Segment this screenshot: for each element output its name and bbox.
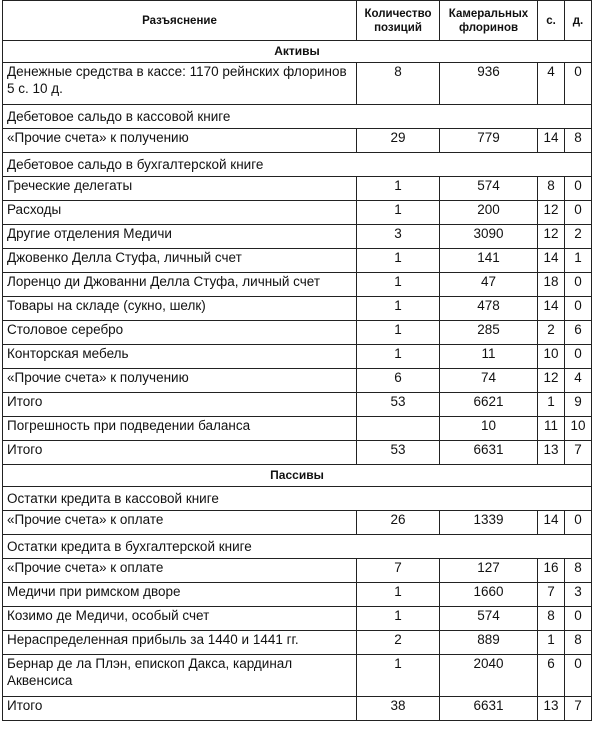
header-soldi: с. [538,1,565,41]
row-description: «Прочие счета» к получению [3,129,357,153]
row-denari: 4 [565,369,592,393]
table-row [3,655,592,697]
row-soldi: 8 [538,607,565,631]
liabilities-section-title: Пассивы [3,465,592,487]
balance-sheet-table [2,0,592,721]
row-denari: 0 [565,607,592,631]
header-count: Количество позиций [357,1,440,41]
row-soldi: 12 [538,201,565,225]
row-count: 26 [357,511,440,535]
subsection-row [3,105,592,129]
assets-section-title: Активы [3,41,592,63]
subsection-title: Остатки кредита в бухгалтерской книге [3,535,592,559]
table-row [3,201,592,225]
row-count: 1 [357,201,440,225]
subsection-title: Остатки кредита в кассовой книге [3,487,592,511]
table-row [3,63,592,105]
row-count: 1 [357,583,440,607]
row-count: 8 [357,63,440,105]
table-row [3,129,592,153]
table-row [3,583,592,607]
row-soldi: 18 [538,273,565,297]
table-row [3,511,592,535]
row-soldi: 13 [538,441,565,465]
table-row [3,607,592,631]
row-soldi: 11 [538,417,565,441]
row-denari: 0 [565,273,592,297]
row-denari: 10 [565,417,592,441]
row-description: Лоренцо ди Джованни Делла Стуфа, личный счет [3,273,357,297]
row-description: Конторская мебель [3,345,357,369]
row-description: Погрешность при подведении баланса [3,417,357,441]
row-florins: 574 [440,177,538,201]
header-denari: д. [565,1,592,41]
row-denari: 8 [565,129,592,153]
row-florins: 47 [440,273,538,297]
row-denari: 0 [565,655,592,697]
row-denari: 7 [565,697,592,721]
row-soldi: 14 [538,297,565,321]
row-denari: 9 [565,393,592,417]
row-soldi: 6 [538,655,565,697]
row-soldi: 1 [538,393,565,417]
row-soldi: 14 [538,511,565,535]
row-soldi: 14 [538,129,565,153]
table-row [3,369,592,393]
row-soldi: 10 [538,345,565,369]
row-denari: 1 [565,249,592,273]
header-row [3,1,592,41]
row-count: 53 [357,393,440,417]
row-count: 1 [357,345,440,369]
row-description: Джовенко Делла Стуфа, личный счет [3,249,357,273]
row-denari: 0 [565,63,592,105]
row-florins: 1339 [440,511,538,535]
row-soldi: 13 [538,697,565,721]
row-florins: 6631 [440,441,538,465]
row-denari: 7 [565,441,592,465]
subsection-row [3,153,592,177]
row-florins: 141 [440,249,538,273]
row-florins: 779 [440,129,538,153]
row-count: 1 [357,249,440,273]
row-florins: 285 [440,321,538,345]
row-soldi: 12 [538,369,565,393]
row-denari: 0 [565,201,592,225]
row-count: 38 [357,697,440,721]
row-denari: 0 [565,511,592,535]
row-count: 1 [357,321,440,345]
row-description: Другие отделения Медичи [3,225,357,249]
table-row [3,249,592,273]
row-florins: 11 [440,345,538,369]
row-denari: 0 [565,345,592,369]
row-soldi: 12 [538,225,565,249]
row-soldi: 4 [538,63,565,105]
row-count: 29 [357,129,440,153]
row-florins: 574 [440,607,538,631]
row-denari: 0 [565,177,592,201]
row-description: Итого [3,393,357,417]
table-row [3,697,592,721]
table-row [3,631,592,655]
row-description: «Прочие счета» к оплате [3,511,357,535]
table-row [3,225,592,249]
row-florins: 936 [440,63,538,105]
row-soldi: 1 [538,631,565,655]
row-description: Денежные средства в кассе: 1170 рейнских флоринов 5 с. 10 д. [3,63,357,105]
row-description: «Прочие счета» к получению [3,369,357,393]
row-denari: 3 [565,583,592,607]
row-denari: 8 [565,631,592,655]
subsection-row [3,535,592,559]
row-count: 2 [357,631,440,655]
row-count: 6 [357,369,440,393]
row-denari: 0 [565,297,592,321]
subsection-row [3,487,592,511]
table-row [3,273,592,297]
row-soldi: 7 [538,583,565,607]
subsection-title: Дебетовое сальдо в кассовой книге [3,105,592,129]
row-florins: 6621 [440,393,538,417]
row-denari: 6 [565,321,592,345]
row-description: Бернар де ла Плэн, епископ Дакса, кардинал Аквенсиса [3,655,357,697]
row-count: 1 [357,655,440,697]
row-description: Итого [3,441,357,465]
table-body [3,41,592,721]
row-description: Столовое серебро [3,321,357,345]
row-soldi: 8 [538,177,565,201]
table-row [3,321,592,345]
row-count: 53 [357,441,440,465]
table-row [3,441,592,465]
row-soldi: 16 [538,559,565,583]
row-florins: 200 [440,201,538,225]
table-row [3,417,592,441]
row-florins: 3090 [440,225,538,249]
row-soldi: 14 [538,249,565,273]
row-description: «Прочие счета» к оплате [3,559,357,583]
row-description: Товары на складе (сукно, шелк) [3,297,357,321]
table-row [3,559,592,583]
row-florins: 1660 [440,583,538,607]
row-count: 1 [357,297,440,321]
row-description: Расходы [3,201,357,225]
row-description: Нераспределенная прибыль за 1440 и 1441 гг. [3,631,357,655]
row-florins: 127 [440,559,538,583]
row-count: 1 [357,607,440,631]
table-row [3,345,592,369]
row-florins: 10 [440,417,538,441]
row-count [357,417,440,441]
row-soldi: 2 [538,321,565,345]
row-description: Медичи при римском дворе [3,583,357,607]
row-count: 1 [357,177,440,201]
subsection-title: Дебетовое сальдо в бухгалтерской книге [3,153,592,177]
table-row [3,297,592,321]
row-florins: 478 [440,297,538,321]
row-description: Козимо де Медичи, особый счет [3,607,357,631]
header-description: Разъяснение [3,1,357,41]
row-description: Греческие делегаты [3,177,357,201]
row-denari: 2 [565,225,592,249]
assets-section-header [3,41,592,63]
table-row [3,393,592,417]
row-florins: 6631 [440,697,538,721]
row-count: 3 [357,225,440,249]
row-description: Итого [3,697,357,721]
row-florins: 2040 [440,655,538,697]
liabilities-section-header [3,465,592,487]
row-florins: 889 [440,631,538,655]
row-florins: 74 [440,369,538,393]
row-count: 1 [357,273,440,297]
header-florins: Камеральных флоринов [440,1,538,41]
row-count: 7 [357,559,440,583]
table-row [3,177,592,201]
row-denari: 8 [565,559,592,583]
